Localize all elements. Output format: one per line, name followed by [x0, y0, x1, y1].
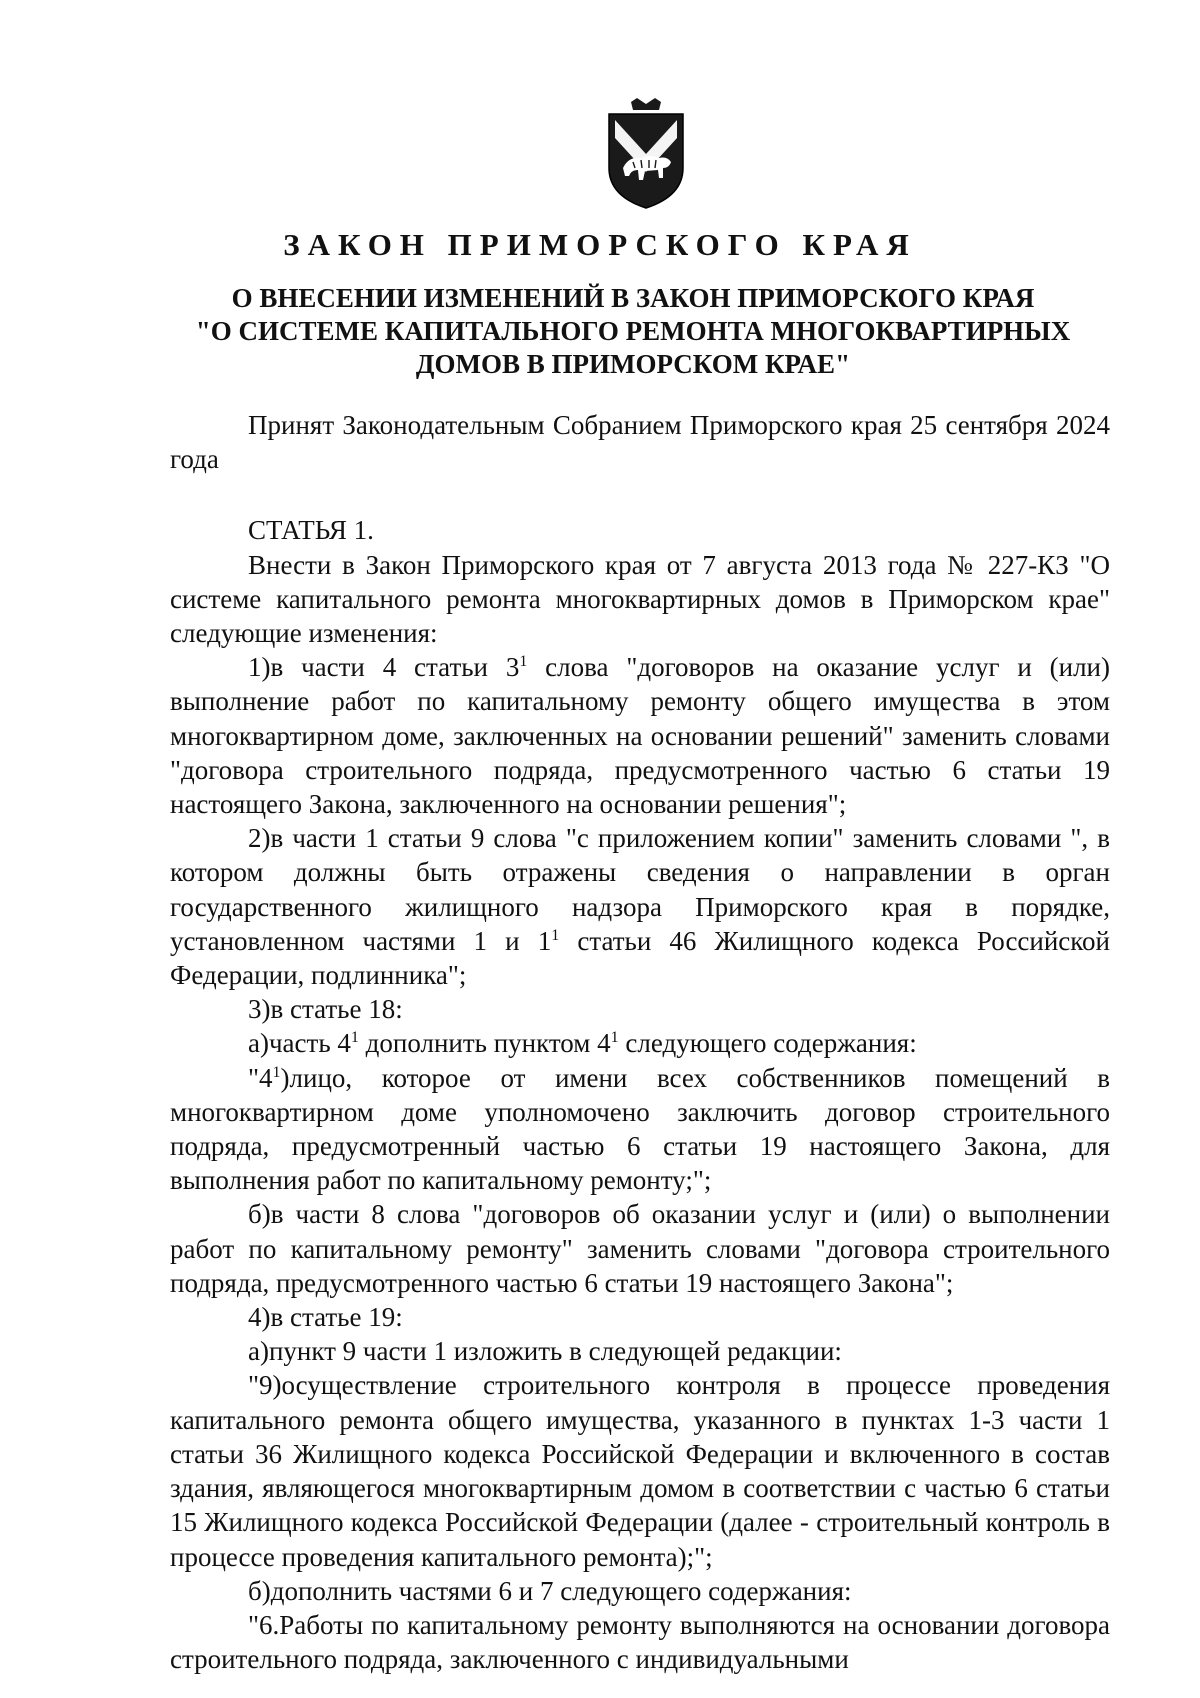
item-text: статьи 46 Жилищного кодекса Российской Федерации, подлинника"; [170, 925, 1110, 991]
subtitle-line: "О СИСТЕМЕ КАПИТАЛЬНОГО РЕМОНТА МНОГОКВАРТИРНЫХ [195, 316, 1071, 346]
superscript: 1 [551, 926, 560, 944]
article-heading: СТАТЬЯ 1. [248, 515, 374, 546]
amendment-item-4b: б)дополнить частями 6 и 7 следующего содержания: [248, 1575, 852, 1606]
amendment-item-4a-quote: "9)осуществление строительного контроля в процессе проведения капитального ремонта общего имущества, указанного в пунктах 1-3 части 1 статьи 36 Жилищного кодекса Российской Федерации и включенного в состав здания, являющегося многоквартирным домом в соответствии с частью 6 статьи 15 Жилищного кодекса Российской Федерации (далее - строительный контроль в процессе проведения капитального ремонта);"; [170, 1370, 1110, 1572]
law-subtitle [160, 282, 1106, 381]
amendment-item-3: 3)в статье 18: [248, 994, 403, 1025]
subtitle-line: ДОМОВ В ПРИМОРСКОМ КРАЕ" [415, 349, 851, 379]
superscript: 1 [610, 1029, 619, 1047]
article-intro: Внести в Закон Приморского края от 7 августа 2013 года № 227-КЗ "О системе капитального ремонта многоквартирных домов в Приморском крае" следующие изменения: [170, 549, 1110, 649]
item-text: а)часть 4 [248, 1028, 351, 1059]
superscript: 1 [519, 653, 528, 671]
coat-of-arms-icon [605, 98, 687, 210]
amendment-item-4b-quote: "6.Работы по капитальному ремонту выполняются на основании договора строительного подряда, заключенного с индивидуальными [170, 1609, 1110, 1675]
amendment-item-3b: б)в части 8 слова "договоров об оказании услуг и (или) о выполнении работ по капитальному ремонту" заменить словами "договора строительного подряда, предусмотренного частью 6 статьи 19 настоящего Закона"; [170, 1199, 1110, 1298]
item-text: "4 [248, 1062, 273, 1093]
document-body [170, 408, 1110, 1676]
subtitle-line: О ВНЕСЕНИИ ИЗМЕНЕНИЙ В ЗАКОН ПРИМОРСКОГО КРАЯ [231, 283, 1035, 313]
law-title: ЗАКОН ПРИМОРСКОГО КРАЯ [283, 227, 917, 262]
superscript: 1 [272, 1063, 281, 1081]
item-text: следующего содержания: [618, 1028, 917, 1059]
adoption-note: Принят Законодательным Собранием Приморского края 25 сентября 2024 года [170, 410, 1110, 475]
item-text: слова "договоров на оказание услуг и (или) выполнение работ по капитальному ремонту общего имущества в этом многоквартирном доме, заключенных на основании решений" заменить словами "договора строительного подряда, предусмотренного частью 6 статьи 19 настоящего Закона, заключенного на основании решения"; [170, 652, 1110, 820]
superscript: 1 [350, 1029, 359, 1047]
amendment-item-3a [170, 1026, 1110, 1060]
amendment-item-3a-quote [170, 1061, 1110, 1198]
amendment-item-4a: а)пункт 9 части 1 изложить в следующей редакции: [248, 1336, 842, 1367]
amendment-item-4: 4)в статье 19: [248, 1302, 403, 1333]
item-text: 2)в части 1 статьи 9 слова "с приложением копии" заменить словами ", в котором должны быть отражены сведения о направлении в орган государственного жилищного надзора Приморского края в порядке, установленном частями 1 и 1 [170, 823, 1110, 956]
amendment-item-1 [170, 650, 1110, 821]
item-text: дополнить пунктом 4 [358, 1028, 611, 1059]
amendment-item-2 [170, 821, 1110, 992]
item-text: )лицо, которое от имени всех собственников помещений в многоквартирном доме уполномочено заключить договор строительного подряда, предусмотренный частью 6 статьи 19 настоящего Закона, для выполнения работ по капитальному ремонту;"; [170, 1062, 1110, 1196]
item-text: 1)в части 4 статьи 3 [248, 652, 520, 683]
